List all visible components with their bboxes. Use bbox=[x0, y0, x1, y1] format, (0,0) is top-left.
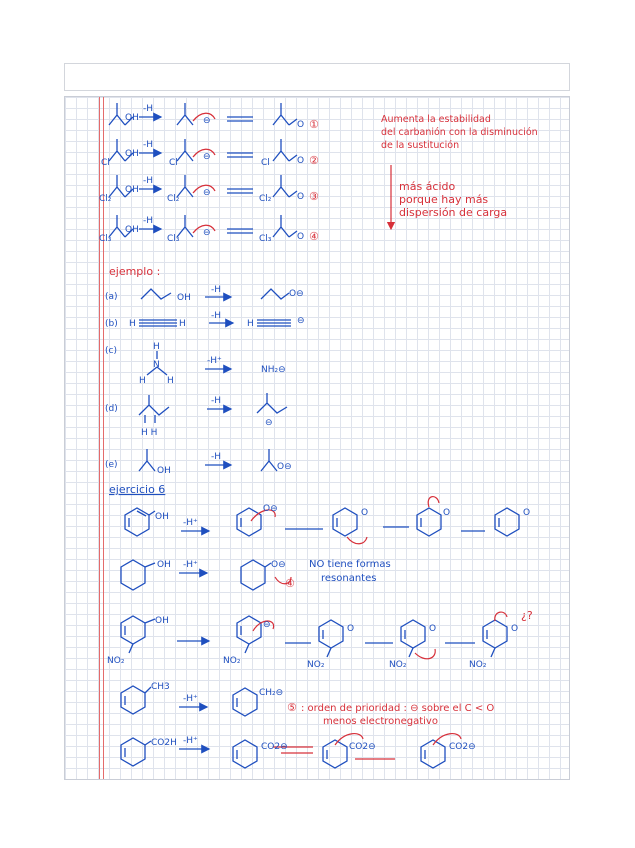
label-b: (b) bbox=[105, 319, 118, 329]
series-label-2: ② bbox=[309, 154, 319, 167]
nitro-o-2: O bbox=[347, 624, 355, 634]
prefix-4c: Cl₃ bbox=[259, 234, 272, 244]
phenol-o-3: O bbox=[443, 508, 451, 518]
c-h-right: H bbox=[167, 376, 174, 386]
acidity-line-3: dispersión de carga bbox=[399, 206, 508, 219]
toluene-comment-1: : orden de prioridad : ⊖ sobre el C < O bbox=[301, 703, 495, 714]
c-h-left: H bbox=[139, 376, 146, 386]
c-product: NH₂⊖ bbox=[261, 365, 286, 375]
toluene-label: ⑤ bbox=[287, 701, 297, 714]
label-c: (c) bbox=[105, 346, 117, 356]
benzoic-minus-h: -H⁺ bbox=[183, 736, 198, 746]
label-e: (e) bbox=[105, 460, 118, 470]
toluene-group: CH3 bbox=[151, 682, 170, 692]
anion-2: ⊖ bbox=[203, 152, 211, 162]
o-4: O bbox=[297, 232, 305, 242]
a-product: O⊖ bbox=[289, 289, 304, 299]
benzoic-anion-2: CO2⊖ bbox=[349, 742, 376, 752]
d-product: ⊖ bbox=[265, 418, 273, 428]
c-n: N bbox=[153, 360, 160, 370]
b-reactant: H bbox=[129, 319, 136, 329]
c-minus-h: -H⁺ bbox=[207, 356, 222, 366]
prefix-4: Cl₃ bbox=[99, 234, 112, 244]
anion-1: ⊖ bbox=[203, 116, 211, 126]
benzoic-anion-1: CO2⊖ bbox=[261, 742, 288, 752]
o-1: O bbox=[297, 120, 305, 130]
b-minus-h: -H bbox=[211, 311, 222, 321]
prefix-2: Cl bbox=[101, 158, 110, 168]
prefix-3: Cl₂ bbox=[99, 194, 112, 204]
toluene-comment-2: menos electronegativo bbox=[323, 716, 438, 727]
exercise-rings bbox=[121, 508, 519, 768]
prefix-2b: Cl bbox=[169, 158, 178, 168]
o-3: O bbox=[297, 192, 305, 202]
nitro-2: NO₂ bbox=[223, 656, 241, 666]
e-product: O⊖ bbox=[277, 462, 292, 472]
toluene-anion: CH₂⊖ bbox=[259, 688, 284, 698]
benzoic-anion-3: CO2⊖ bbox=[449, 742, 476, 752]
label-a: (a) bbox=[105, 292, 118, 302]
trend-line-1: Aumenta la estabilidad bbox=[381, 114, 491, 125]
acidity-line-2: porque hay más bbox=[399, 193, 489, 206]
trend-line-2: del carbanión con la disminución bbox=[381, 127, 538, 138]
cyclohexanol-label: ④ bbox=[285, 577, 295, 590]
e-reactant: OH bbox=[157, 466, 171, 476]
minus-h-3: -H bbox=[143, 176, 154, 186]
grid-notebook-page bbox=[64, 96, 570, 780]
phenol-o-2: O bbox=[361, 508, 369, 518]
phenol-minus-h: -H⁺ bbox=[183, 518, 198, 528]
c-h-top: H bbox=[153, 342, 160, 352]
minus-h-4: -H bbox=[143, 216, 154, 226]
prefix-3b: Cl₂ bbox=[167, 194, 180, 204]
d-minus-h: -H bbox=[211, 396, 222, 406]
cyclohexanol-oh: OH bbox=[157, 560, 171, 570]
nitro-anion-1: ⊖ bbox=[263, 620, 271, 630]
series-label-4: ④ bbox=[309, 230, 319, 243]
oh-3: OH bbox=[125, 185, 139, 195]
nitro-o-4: O bbox=[511, 624, 519, 634]
minus-h-2: -H bbox=[143, 140, 154, 150]
nitro-3: NO₂ bbox=[307, 660, 325, 670]
benzoic-group: CO2H bbox=[151, 738, 177, 748]
a-reactant: OH bbox=[177, 293, 191, 303]
example-heading: ejemplo : bbox=[109, 265, 161, 278]
prefix-4b: Cl₃ bbox=[167, 234, 180, 244]
toluene-minus-h: -H⁺ bbox=[183, 694, 198, 704]
minus-h-1: -H bbox=[143, 104, 154, 114]
a-minus-h: -H bbox=[211, 285, 222, 295]
phenol-oh: OH bbox=[155, 512, 169, 522]
header-box bbox=[64, 63, 570, 91]
prefix-2c: Cl bbox=[261, 158, 270, 168]
prefix-3c: Cl₂ bbox=[259, 194, 272, 204]
b-reactant-end: H bbox=[179, 319, 186, 329]
anion-3: ⊖ bbox=[203, 188, 211, 198]
exercise-heading: ejercicio 6 bbox=[109, 483, 166, 496]
nitrophenol-question: ¿? bbox=[521, 609, 533, 622]
cyclohexanol-comment-1: NO tiene formas bbox=[309, 559, 391, 570]
nitro-5: NO₂ bbox=[469, 660, 487, 670]
e-minus-h: -H bbox=[211, 452, 222, 462]
series-label-3: ③ bbox=[309, 190, 319, 203]
oh-1: OH bbox=[125, 113, 139, 123]
b-product: H bbox=[247, 319, 254, 329]
label-d: (d) bbox=[105, 404, 118, 414]
nitro-1: NO₂ bbox=[107, 656, 125, 666]
anion-4: ⊖ bbox=[203, 228, 211, 238]
trend-line-3: de la sustitución bbox=[381, 140, 460, 151]
oh-4: OH bbox=[125, 225, 139, 235]
nitro-4: NO₂ bbox=[389, 660, 407, 670]
phenol-anion: O⊖ bbox=[263, 504, 278, 514]
cyclohexanol-anion: O⊖ bbox=[271, 560, 286, 570]
d-reactant: H H bbox=[141, 428, 158, 438]
o-2: O bbox=[297, 156, 305, 166]
handwritten-notes bbox=[65, 97, 570, 780]
series-label-1-text: ① bbox=[309, 118, 319, 131]
phenol-o-4: O bbox=[523, 508, 531, 518]
cyclohexanol-minus-h: -H⁺ bbox=[183, 560, 198, 570]
nitrophenol-oh: OH bbox=[155, 616, 169, 626]
b-product-end: ⊖ bbox=[297, 316, 305, 326]
nitro-o-3: O bbox=[429, 624, 437, 634]
acidity-line-1: más ácido bbox=[399, 180, 456, 193]
oh-2: OH bbox=[125, 149, 139, 159]
cyclohexanol-comment-2: resonantes bbox=[321, 573, 377, 584]
